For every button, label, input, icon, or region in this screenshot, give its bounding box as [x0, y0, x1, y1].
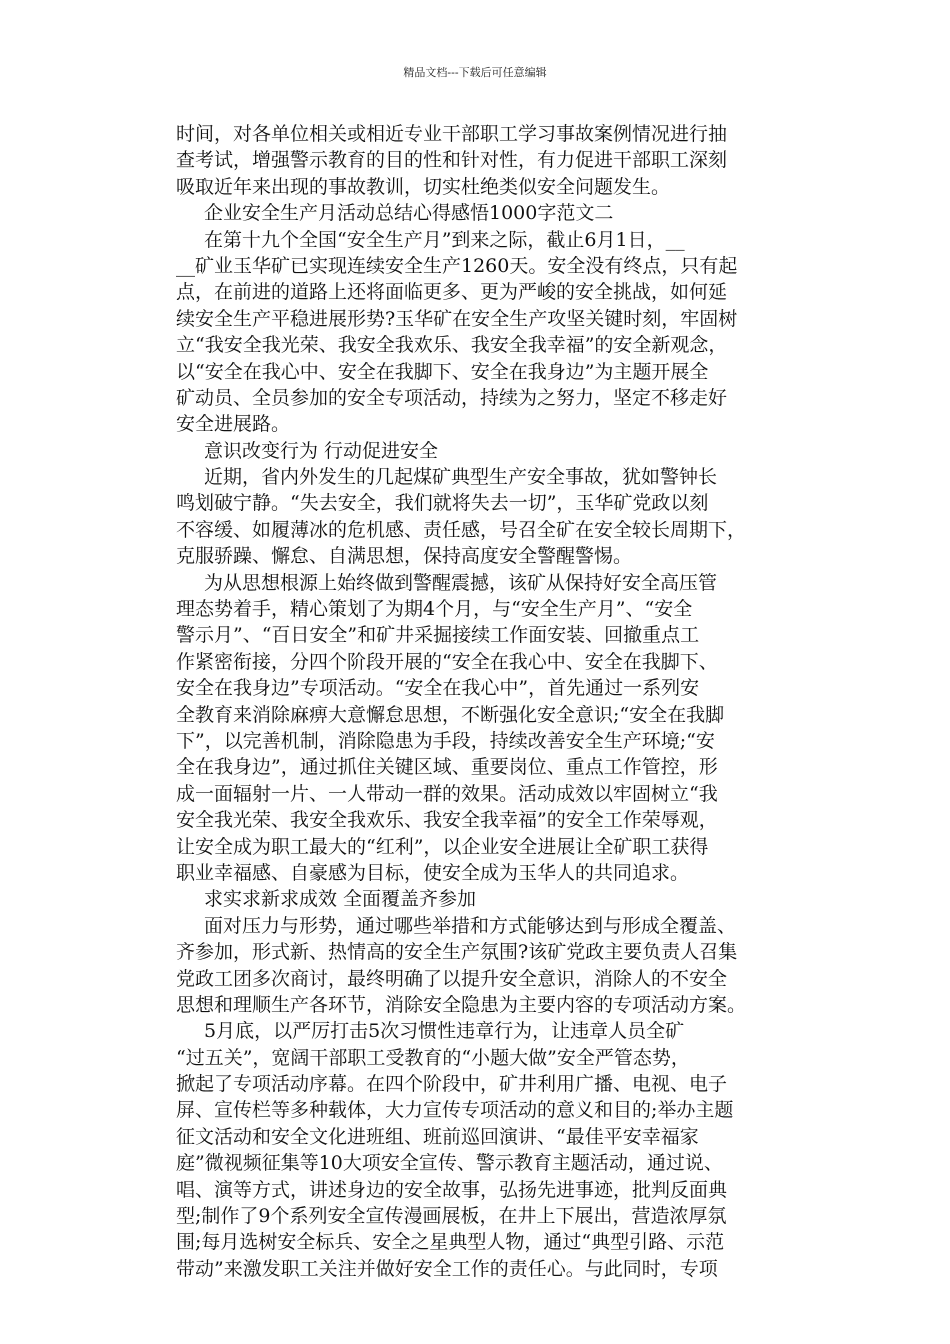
- text-line: “过五关”，宽阔干部职工受教育的“小题大做”安全严管态势，: [176, 1046, 690, 1069]
- text-line: 屏、宣传栏等多种载体，大力宣传专项活动的意义和目的;举办主题: [176, 1099, 734, 1122]
- page-header: 精品文档---下载后可任意编辑: [403, 66, 547, 79]
- text-line: 5月底，以严厉打击5次习惯性违章行为，让违章人员全矿: [204, 1020, 685, 1043]
- text-line: __矿业玉华矿已实现连续安全生产1260天。安全没有终点，只有起: [176, 254, 738, 277]
- text-line: 下”，以完善机制，消除隐患为手段，持续改善安全生产环境;“安: [176, 729, 715, 752]
- text-line: 续安全生产平稳进展形势?玉华矿在安全生产攻坚关键时刻，牢固树: [176, 307, 738, 330]
- text-line: 职业幸福感、自豪感为目标，使安全成为玉华人的共同追求。: [176, 861, 690, 884]
- text-line: 安全进展路。: [176, 413, 291, 436]
- text-line: 点，在前进的道路上还将面临更多、更为严峻的安全挑战，如何延: [176, 281, 728, 304]
- text-line: 型;制作了9个系列安全宣传漫画展板，在井上下展出，营造浓厚氛: [176, 1205, 727, 1228]
- text-line: 理态势着手，精心策划了为期4个月，与“安全生产月”、“安全: [176, 598, 693, 621]
- text-line: 全教育来消除麻痹大意懈怠思想，不断强化安全意识;“安全在我脚: [176, 703, 725, 726]
- text-line: 矿动员、全员参加的安全专项活动，持续为之努力，坚定不移走好: [176, 386, 728, 409]
- text-line: 带动”来激发职工关注并做好安全工作的责任心。与此同时，专项: [176, 1257, 718, 1280]
- text-line: 企业安全生产月活动总结心得感悟1000字范文二: [204, 202, 614, 225]
- text-line: 齐参加，形式新、热情高的安全生产氛围?该矿党政主要负责人召集: [176, 941, 738, 964]
- text-line: 为从思想根源上始终做到警醒震撼，该矿从保持好安全高压管: [204, 571, 718, 594]
- text-line: 不容缓、如履薄冰的危机感、责任感，号召全矿在安全较长周期下，: [176, 518, 747, 541]
- text-line: 安全在我身边”专项活动。“安全在我心中”，首先通过一系列安: [176, 677, 700, 700]
- text-line: 求实求新求成效 全面覆盖齐参加: [204, 888, 477, 911]
- text-line: 在第十九个全国“安全生产月”到来之际，截止6月1日，__: [204, 228, 685, 251]
- text-line: 庭”微视频征集等10大项安全宣传、警示教育主题活动，通过说、: [176, 1152, 723, 1175]
- text-line: 近期，省内外发生的几起煤矿典型生产安全事故，犹如警钟长: [204, 466, 718, 489]
- text-line: 作紧密衔接，分四个阶段开展的“安全在我心中、安全在我脚下、: [176, 650, 718, 673]
- text-line: 警示月”、“百日安全”和矿井采掘接续工作面安装、回撤重点工: [176, 624, 700, 647]
- text-line: 立“我安全我光荣、我安全我欢乐、我安全我幸福”的安全新观念，: [176, 334, 728, 357]
- text-line: 时间，对各单位相关或相近专业干部职工学习事故案例情况进行抽: [176, 123, 728, 145]
- text-line: 让安全成为职工最大的“红利”，以企业安全进展让全矿职工获得: [176, 835, 709, 858]
- text-line: 鸣划破宁静。“失去安全，我们就将失去一切”，玉华矿党政以刻: [176, 492, 709, 515]
- text-line: 查考试，增强警示教育的目的性和针对性，有力促进干部职工深刻: [176, 149, 728, 172]
- text-line: 面对压力与形势，通过哪些举措和方式能够达到与形成全覆盖、: [204, 914, 737, 937]
- text-line: 思想和理顺生产各环节，消除安全隐患为主要内容的专项活动方案。: [176, 993, 747, 1016]
- text-line: 全在我身边”，通过抓住关键区域、重要岗位、重点工作管控，形: [176, 756, 718, 779]
- text-line: 克服骄躁、懈怠、自满思想，保持高度安全警醒警惕。: [176, 545, 633, 568]
- text-line: 征文活动和安全文化进班组、班前巡回演讲、“最佳平安幸福家: [176, 1125, 699, 1148]
- text-line: 以“安全在我心中、安全在我脚下、安全在我身边”为主题开展全: [176, 360, 709, 383]
- text-line: 围;每月选树安全标兵、安全之星典型人物，通过“典型引路、示范: [176, 1231, 725, 1254]
- text-line: 安全我光荣、我安全我欢乐、我安全我幸福”的安全工作荣辱观，: [176, 809, 718, 832]
- text-line: 党政工团多次商讨，最终明确了以提升安全意识，消除人的不安全: [176, 967, 728, 990]
- text-line: 唱、演等方式，讲述身边的安全故事，弘扬先进事迹，批判反面典: [176, 1178, 728, 1201]
- text-line: 意识改变行为 行动促进安全: [204, 439, 439, 462]
- document-body: [176, 121, 804, 1282]
- text-line: 掀起了专项活动序幕。在四个阶段中，矿井利用广播、电视、电子: [176, 1073, 728, 1096]
- text-line: 吸取近年来出现的事故教训，切实杜绝类似安全问题发生。: [176, 175, 671, 198]
- text-line: 成一面辐射一片、一人带动一群的效果。活动成效以牢固树立“我: [176, 782, 718, 805]
